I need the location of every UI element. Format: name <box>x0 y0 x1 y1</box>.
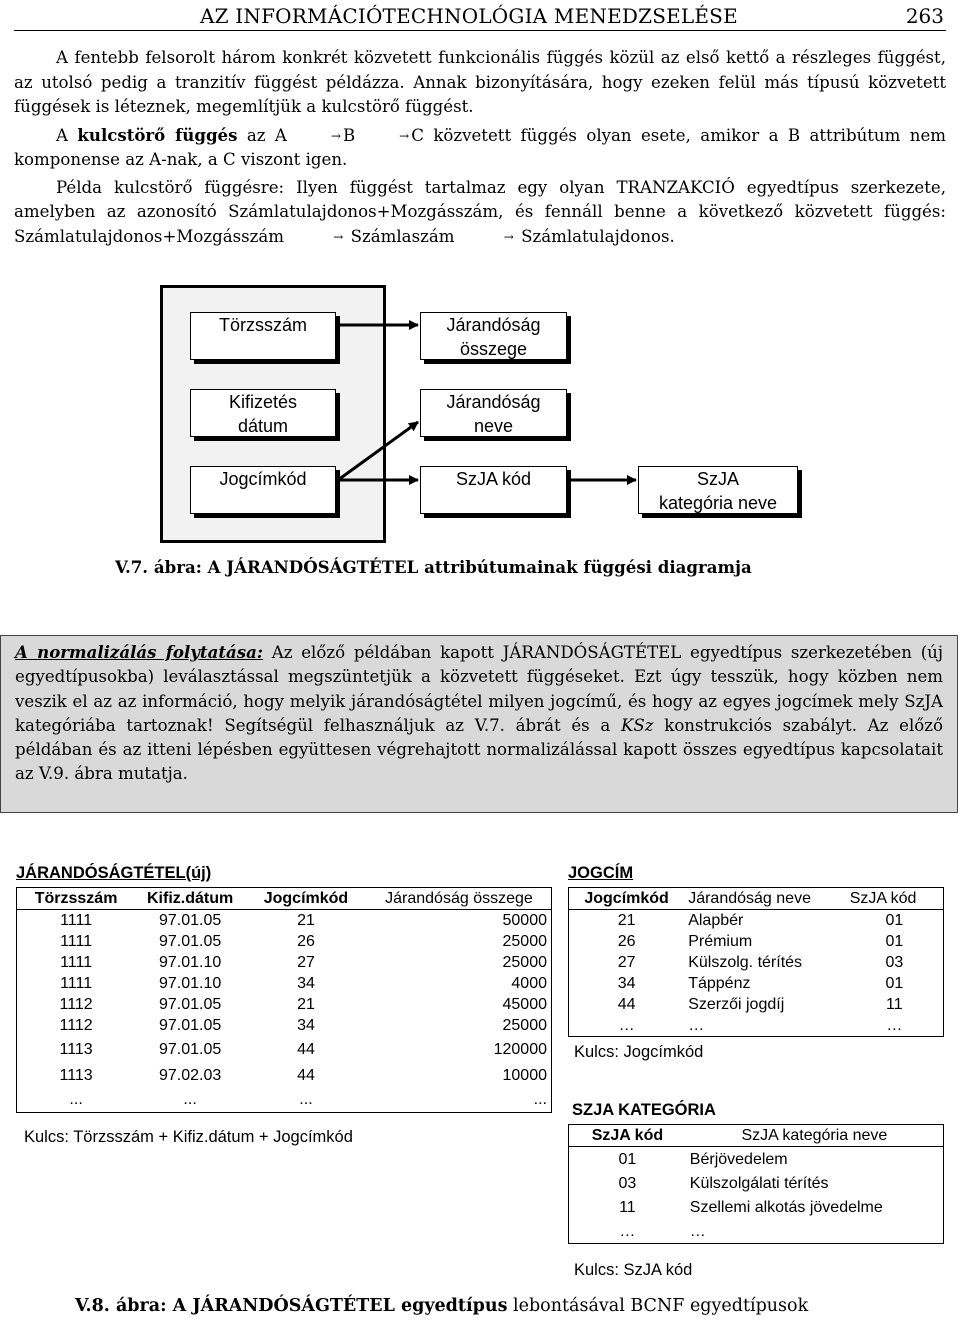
ksz-term: KSz <box>621 715 654 735</box>
table-cell: 25000 <box>367 952 552 973</box>
arrow-icon: → <box>330 128 341 143</box>
table-row <box>17 910 552 932</box>
arrow-icon: → <box>399 128 410 143</box>
paragraph-2 <box>14 123 946 173</box>
box-jarandosag-osszege <box>420 312 567 360</box>
box-label: Jogcímkód <box>219 469 307 489</box>
table-row <box>569 910 944 932</box>
table-cell: 97.01.05 <box>158 1041 222 1058</box>
key-jarandosag: Kulcs: Törzsszám + Kifiz.dátum + Jogcímkód <box>24 1128 353 1146</box>
box-label: Járandóság összege <box>446 315 541 359</box>
table-cell: 97.01.05 <box>158 1017 222 1034</box>
table-row <box>17 1015 552 1036</box>
running-title: AZ INFORMÁCIÓTECHNOLÓGIA MENEDZSELÉSE <box>200 4 738 28</box>
p3-post: Számlatulajdonos. <box>521 226 675 246</box>
table-cell: 03 <box>846 952 944 973</box>
box-label: Kifizetés dátum <box>228 392 298 436</box>
table-cell: Külszolgálati térítés <box>686 1171 944 1195</box>
table-row <box>569 1171 944 1195</box>
box-jogcimkod <box>190 466 336 514</box>
table-cell: 1113 <box>17 1063 136 1087</box>
table-cell: 97.01.05 <box>158 912 222 929</box>
table-cell: ... <box>135 1087 245 1113</box>
table-cell: 97.01.05 <box>158 933 222 950</box>
table-header-row <box>17 888 552 910</box>
table-cell: 97.01.10 <box>158 975 222 992</box>
table-cell: 97.02.03 <box>158 1066 222 1084</box>
box-torzsszam <box>190 312 336 360</box>
table-cell: 97.01.05 <box>158 996 222 1013</box>
table-cell: 1112 <box>17 1015 136 1036</box>
table-cell: Táppénz <box>688 975 751 992</box>
table-cell: 1111 <box>17 973 136 994</box>
table-cell: … <box>846 1015 944 1037</box>
table-cell: 1111 <box>17 910 136 932</box>
table-cell: 25000 <box>367 931 552 952</box>
table-cell: 27 <box>569 952 685 973</box>
column-header: Járandóság neve <box>684 888 846 910</box>
table-cell: 1112 <box>17 994 136 1015</box>
box-kifizetes-datum <box>190 389 336 437</box>
normalization-text <box>15 640 943 787</box>
table-row <box>569 1147 944 1172</box>
table-jogcim <box>568 887 944 1037</box>
column-header: Kifiz.dátum <box>135 888 245 910</box>
table-cell: 01 <box>569 1147 686 1172</box>
box-label: SzJA kód <box>455 469 532 489</box>
table-jarandosagtetel <box>16 887 552 1113</box>
table-title-jogcim: JOGCÍM <box>568 864 634 882</box>
table-row <box>569 1195 944 1219</box>
table-cell: 34 <box>297 975 315 992</box>
table-row <box>569 973 944 994</box>
column-header: Járandóság összege <box>367 888 552 910</box>
key-jogcim: Kulcs: Jogcímkód <box>574 1043 704 1061</box>
table-row <box>569 994 944 1015</box>
box-jarandosag-neve <box>420 389 567 437</box>
table-cell: … <box>569 1015 685 1037</box>
table-row <box>17 1036 552 1063</box>
paragraph-3 <box>14 176 946 250</box>
table-cell: 44 <box>569 994 685 1015</box>
arrow-icon: → <box>503 229 514 244</box>
arrow-icon: → <box>333 229 344 244</box>
paragraph-1: A fentebb felsorolt három konkrét közvetett funkcionális függés közül az első kettő a részleges függést, az utolsó pedig a tranzitív függést példázza. Annak bizonyítására, hogy ezeken felül más típusú közvetett függések is léteznek, megemlítjük a kulcstörő függést. <box>14 48 946 116</box>
normalization-lead: A normalizálás folytatása: <box>15 642 263 662</box>
table-cell: 10000 <box>367 1063 552 1087</box>
table-cell: 21 <box>297 996 315 1013</box>
table-cell: 44 <box>297 1066 315 1084</box>
table-header-row <box>569 1125 944 1147</box>
normalization-note <box>0 635 958 813</box>
table-cell: 45000 <box>367 994 552 1015</box>
table-cell: 34 <box>569 973 685 994</box>
column-header: SzJA kategória neve <box>686 1125 944 1147</box>
box-label: Törzsszám <box>218 315 307 335</box>
body-text <box>14 46 946 249</box>
term-kulcstoro-fugges: kulcstörő függés <box>77 124 238 145</box>
table-cell: 120000 <box>367 1036 552 1063</box>
table-cell: 21 <box>569 910 685 932</box>
table-row <box>569 1015 944 1037</box>
table-cell: Alapbér <box>688 912 744 929</box>
table-row <box>17 994 552 1015</box>
table-cell: 01 <box>846 910 944 932</box>
box-label: SzJA kategória neve <box>658 469 778 513</box>
table-cell: 50000 <box>367 910 552 932</box>
caption-normal: lebontásával BCNF egyedtípusok <box>507 1296 809 1316</box>
table-cell: 1111 <box>17 952 136 973</box>
table-title-szja: SZJA KATEGÓRIA <box>572 1101 716 1119</box>
normalization-text-1: Az előző példában kapott JÁRANDÓSÁGTÉTEL egyedtípus szerkezetében (új egyedtípusokba) leválasztással megszüntetjük a közvetett függéseket. Ezt úgy tesszük, hogy közben nem veszik el az az információ, hogy melyik járandóságtétel milyen jogcímű, és hogy az egyes jogcímek mely SzJA kategóriába tartoznak! Segítségül felhasználjuk az V.7. ábrát és a <box>15 643 943 735</box>
table-cell: 11 <box>846 994 944 1015</box>
figure-caption-v8 <box>75 1296 808 1316</box>
table-row <box>17 1087 552 1113</box>
p2-pre: A <box>56 125 78 145</box>
table-row <box>569 952 944 973</box>
table-header-row <box>569 888 944 910</box>
table-cell: ... <box>367 1087 552 1113</box>
table-cell: 27 <box>297 954 315 971</box>
table-row <box>569 1219 944 1244</box>
p2-mid1: az A <box>237 125 287 145</box>
table-row <box>17 973 552 994</box>
figure-caption-v7: V.7. ábra: A JÁRANDÓSÁGTÉTEL attribútumainak függési diagramja <box>115 557 752 577</box>
table-row <box>17 1063 552 1087</box>
normalization-text-2: konstrukciós szabályt. Az előző példában és az itteni lépésben együttesen végrehajtott normalizálással kapott összes egyedtípus kapcsolatait az V.9. ábra mutatja. <box>15 715 943 784</box>
box-szja-kod <box>420 466 567 514</box>
table-row <box>17 931 552 952</box>
p3-mid: Számlaszám <box>350 226 455 246</box>
table-cell: ... <box>245 1087 367 1113</box>
p2-mid2: B <box>342 125 356 145</box>
key-szja: Kulcs: SzJA kód <box>574 1261 693 1279</box>
table-row <box>569 931 944 952</box>
page-number: 263 <box>905 4 944 28</box>
column-header: Jogcímkód <box>245 888 367 910</box>
p3-pre: Példa kulcstörő függésre: Ilyen függést tartalmaz egy olyan TRANZAKCIÓ egyedtípus szerkezete, amelyben az azonosító Számlatulajdonos+Mozgásszám, és fennáll benne a következő közvetett függés: Számlatulajdonos+Mozgásszám <box>14 177 946 246</box>
table-cell: 26 <box>569 931 685 952</box>
page-header <box>14 0 946 31</box>
table-cell: 1113 <box>17 1036 136 1063</box>
table-cell: 25000 <box>367 1015 552 1036</box>
table-cell: Szerzői jogdíj <box>688 996 785 1013</box>
table-cell: ... <box>17 1087 136 1113</box>
table-cell: 01 <box>846 931 944 952</box>
table-cell: 01 <box>846 973 944 994</box>
table-cell: … <box>569 1219 686 1244</box>
table-title-jarandosag: JÁRANDÓSÁGTÉTEL(új) <box>16 864 212 882</box>
column-header: Törzsszám <box>17 888 136 910</box>
column-header: SzJA kód <box>846 888 944 910</box>
table-cell: 34 <box>297 1017 315 1034</box>
table-cell: 11 <box>569 1195 686 1219</box>
caption-bold: V.8. ábra: A JÁRANDÓSÁGTÉTEL egyedtípus <box>75 1296 508 1316</box>
p2-post: C közvetett függés olyan esete, amikor a B attribútum nem komponense az A-nak, a C viszont igen. <box>14 125 946 169</box>
table-cell: 4000 <box>367 973 552 994</box>
box-label: Járandóság neve <box>446 392 541 436</box>
table-cell: Szellemi alkotás jövedelme <box>686 1195 944 1219</box>
table-cell: Külszolg. térítés <box>688 954 803 971</box>
table-cell: Bérjövedelem <box>686 1147 944 1172</box>
table-cell: 97.01.10 <box>158 954 222 971</box>
table-cell: 21 <box>297 912 315 929</box>
table-cell: … <box>686 1219 944 1244</box>
table-cell: 44 <box>297 1041 315 1058</box>
column-header: Jogcímkód <box>569 888 685 910</box>
table-cell: Prémium <box>688 933 753 950</box>
column-header: SzJA kód <box>569 1125 686 1147</box>
box-szja-kategoria-neve <box>638 466 798 514</box>
table-cell: 26 <box>297 933 315 950</box>
table-cell: 1111 <box>17 931 136 952</box>
table-cell: … <box>684 1015 846 1037</box>
table-cell: 03 <box>569 1171 686 1195</box>
table-szja-kategoria <box>568 1124 944 1244</box>
table-row <box>17 952 552 973</box>
